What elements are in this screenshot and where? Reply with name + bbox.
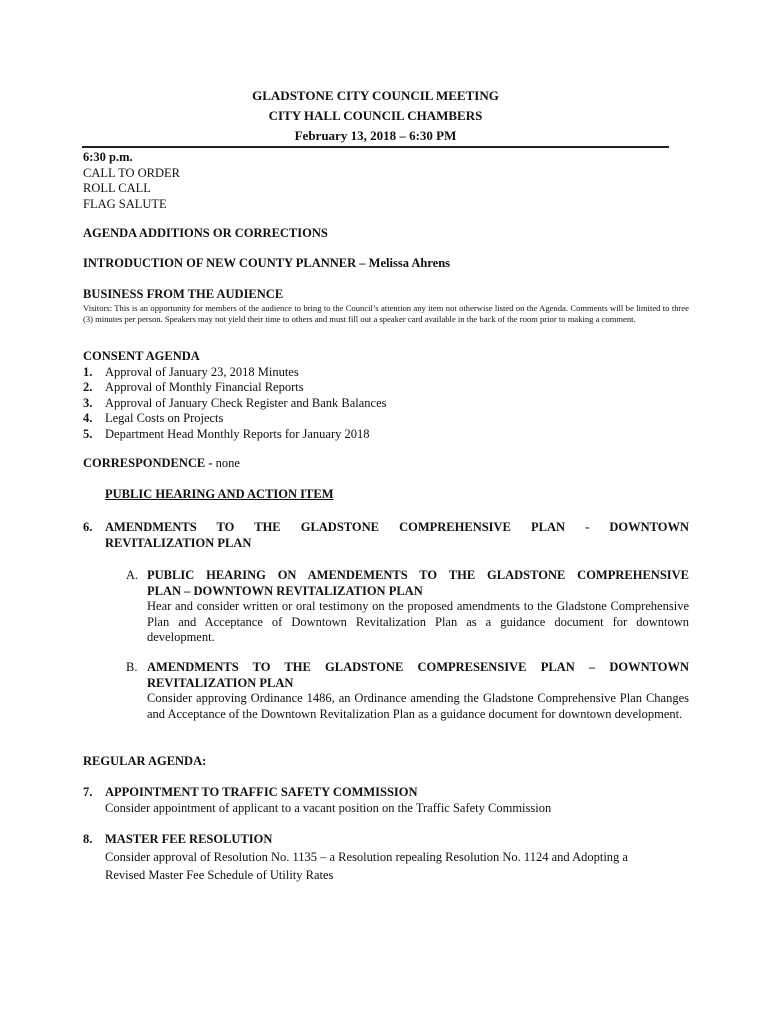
list-item — [83, 380, 689, 396]
correspondence-section — [83, 456, 689, 472]
flag-salute: FLAG SALUTE — [83, 196, 167, 211]
subitem-letter: A. — [126, 568, 139, 582]
call-to-order: CALL TO ORDER — [83, 165, 180, 180]
item-number: 7. — [83, 785, 93, 799]
meeting-header — [82, 86, 669, 146]
business-heading: BUSINESS FROM THE AUDIENCE — [83, 287, 284, 301]
opening-time: 6:30 p.m. — [83, 150, 133, 164]
item-text: Approval of January 23, 2018 Minutes — [105, 364, 299, 379]
item-text: Legal Costs on Projects — [105, 411, 224, 425]
subitem-b-title-line2: REVITALIZATION PLAN — [147, 675, 294, 690]
consent-list — [83, 365, 689, 443]
item-number: 5. — [83, 426, 93, 441]
subitem-b-title-line1: AMENDMENTS TO THE GLADSTONE COMPRESENSIVE PLAN – DOWNTOWN — [147, 660, 689, 674]
meeting-date: February 13, 2018 – 6:30 PM — [294, 128, 457, 143]
subitem-b — [126, 660, 689, 722]
item-number: 8. — [83, 832, 93, 846]
roll-call: ROLL CALL — [83, 181, 151, 195]
item-8 — [83, 832, 689, 884]
item-text: Department Head Monthly Reports for January 2018 — [105, 426, 370, 441]
item-number: 1. — [83, 364, 93, 379]
item-6-title-line2: REVITALIZATION PLAN — [105, 535, 252, 550]
subitem-a — [126, 568, 689, 646]
item-7 — [83, 785, 689, 816]
item-number: 2. — [83, 380, 93, 394]
business-section — [83, 287, 689, 325]
list-item — [83, 411, 689, 427]
subitem-b-text: Consider approving Ordinance 1486, an Ordinance amending the Gladstone Comprehensive Plan Changes and Acceptance of the Downtown Revitalization Plan as a guidance document for downtown development. — [147, 691, 689, 721]
subitem-a-text: Hear and consider written or oral testimony on the proposed amendments to the Gladstone Comprehensive Plan and Acceptance of Downtown Revitalization Plan as a guidance document for downtown development. — [147, 599, 689, 644]
consent-section — [83, 349, 689, 442]
subitem-a-title-line1: PUBLIC HEARING ON AMENDEMENTS TO THE GLADSTONE COMPREHENSIVE — [147, 568, 689, 582]
item-8-title: MASTER FEE RESOLUTION — [105, 832, 273, 846]
header-divider — [82, 146, 669, 148]
item-text: Approval of January Check Register and Bank Balances — [105, 395, 387, 410]
business-text: Visitors: This is an opportunity for members of the audience to bring to the Council’s attention any item not otherwise listed on the Agenda. Comments will be limited to three (3) minutes per person. Speakers may not yield their time to others and must fill out a speaker card available in the back of the room prior to making a comment. — [83, 302, 689, 324]
agenda-additions-heading: AGENDA ADDITIONS OR CORRECTIONS — [83, 226, 328, 240]
correspondence-value: none — [212, 456, 240, 470]
list-item — [83, 365, 689, 381]
meeting-location: CITY HALL COUNCIL CHAMBERS — [268, 108, 483, 123]
subitem-letter: B. — [126, 660, 138, 674]
item-number: 4. — [83, 411, 93, 425]
item-7-text: Consider appointment of applicant to a vacant position on the Traffic Safety Commission — [105, 800, 552, 815]
consent-heading: CONSENT AGENDA — [83, 349, 200, 363]
item-6 — [83, 520, 689, 551]
subitem-a-title-line2: PLAN – DOWNTOWN REVITALIZATION PLAN — [147, 583, 423, 598]
public-hearing-heading: PUBLIC HEARING AND ACTION ITEM — [105, 487, 334, 501]
correspondence-label: CORRESPONDENCE - — [83, 456, 213, 470]
item-7-title: APPOINTMENT TO TRAFFIC SAFETY COMMISSION — [105, 785, 418, 799]
item-number: 3. — [83, 395, 93, 410]
list-item — [83, 427, 689, 443]
regular-agenda-heading: REGULAR AGENDA: — [83, 754, 207, 768]
meeting-title: GLADSTONE CITY COUNCIL MEETING — [252, 88, 499, 103]
list-item — [83, 396, 689, 412]
item-8-text-line1: Consider approval of Resolution No. 1135 – a Resolution repealing Resolution No. 1124 and Adopting a — [105, 849, 628, 864]
item-text: Approval of Monthly Financial Reports — [105, 380, 304, 394]
item-6-title-line1: AMENDMENTS TO THE GLADSTONE COMPREHENSIVE PLAN - DOWNTOWN — [105, 520, 689, 534]
opening-section — [83, 150, 689, 212]
introduction-heading: INTRODUCTION OF NEW COUNTY PLANNER – Melissa Ahrens — [83, 256, 451, 270]
item-8-text-line2: Revised Master Fee Schedule of Utility Rates — [105, 867, 334, 882]
item-number: 6. — [83, 520, 93, 534]
